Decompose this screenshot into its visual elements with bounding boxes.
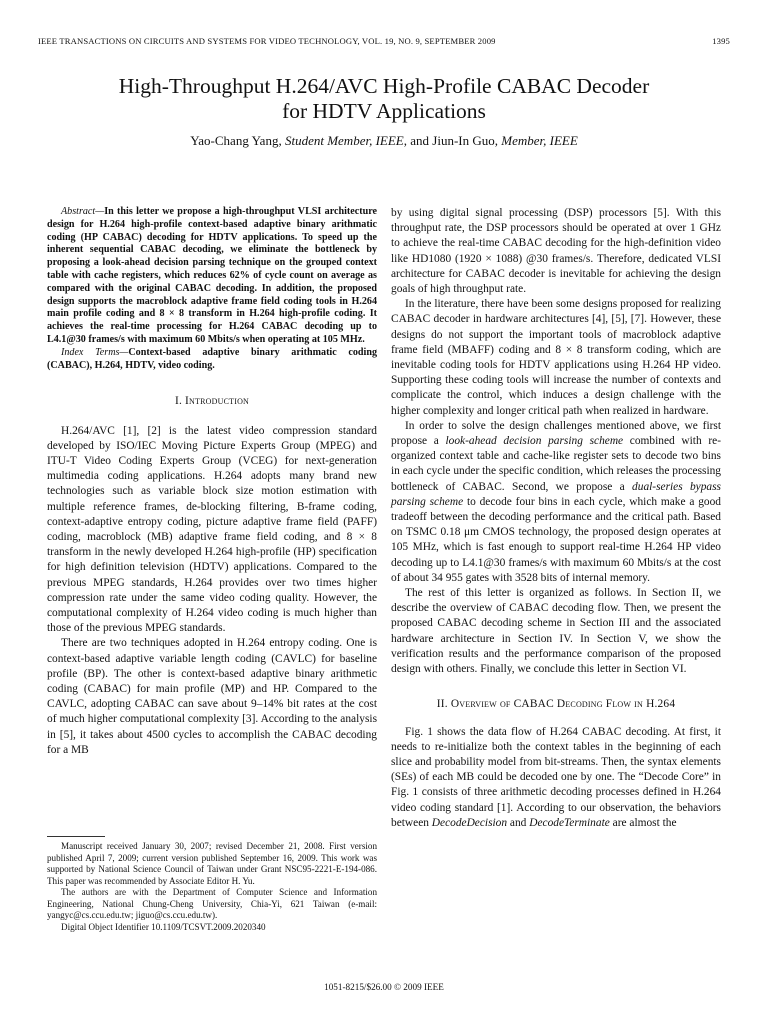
author-1-role: Student Member, IEEE [284, 133, 404, 148]
footnote-divider [47, 836, 105, 837]
right-column [391, 206, 721, 831]
footnote-authors: The authors are with the Department of Computer Science and Information Engineering, National Chung-Cheng University, Chia-Yi, 621 Taiwan (e-mail: yangyc@cs.ccu.edu.tw; jiguo@cs.ccu.edu.tw). [47, 887, 377, 920]
intro-paragraph-1: H.264/AVC [1], [2] is the latest video compression standard developed by ISO/IEC Moving Picture Experts Group (MPEG) and ITU-T Video Coding Experts Group (VCEG) for next-generation multimedia coding applications. H.264 adopts many brand new technologies such as variable block size motion estimation with multiple reference frames, de-blocking filtering, B-frame coding, context-adaptive entropy coding, picture adaptive frame field (PAFF) coding, macroblock (MB) adaptive frame field coding, and 8 × 8 transform in the newly developed H.264 high-profile (HP) specification for high definition television (HDTV) applications. Compared to the previous MPEG standards, H.264 provides over two times higher compression rate under the same video coding quality. However, the computational complexity of H.264 video coding is much higher than those of the previous MPEG standards. [47, 424, 377, 635]
s2-emphasis-2: DecodeTerminate [529, 816, 610, 829]
left-column [47, 206, 377, 758]
intro-paragraph-3: In the literature, there have been some designs proposed for realizing CABAC decoder in hardware architectures [4], [5], [7]. However, these designs do not support the important tools of macroblock adaptive frame field (MBAFF) coding and 8 × 8 transform coding, which are inevitable coding tools for HDTV applications using H.264 HP video. Supporting these coding tools will increase the number of contexts and complicate the control, which induces a design challenge with the higher complexity and longer critical path when realized in hardware. [391, 298, 721, 417]
overview-paragraph-1 [391, 725, 721, 831]
running-header [38, 36, 730, 46]
p4-text-c: to decode four bins in each cycle, which make a good tradeoff between the decoding performance and the critical path. Based on TSMC 0.18 μm CMOS technology, the proposed design operates at 105 MHz, which is fast enough to support real-time H.264 HP video decoding up to L4.1@30 frames/s with maximum 60 Mbits/s at the cost of about 34 955 gates with 3528 bits of internal memory. [391, 495, 721, 584]
p4-text-b: combined with re-organized context table and cache-like register sets to decode two bins in each cycle under the specific condition, which releases the processing bottleneck of CABAC. Second, we propose a [391, 435, 721, 493]
author-line [40, 133, 728, 149]
s2-emphasis-1: DecodeDecision [431, 816, 508, 829]
copyright-footer: 1051-8215/$26.00 © 2009 IEEE [324, 982, 444, 992]
journal-name: IEEE TRANSACTIONS ON CIRCUITS AND SYSTEMS FOR VIDEO TECHNOLOGY, VOL. 19, NO. 9, SEPTEMBER 2009 [38, 36, 496, 46]
index-terms-lead: Index Terms— [61, 346, 129, 358]
footnotes [47, 841, 377, 933]
intro-paragraph-5: The rest of this letter is organized as follows. In Section II, we describe the overview of CABAC decoding flow. Then, we present the proposed CABAC decoding scheme in Section III and the associated hardware architecture in Section IV. In Section V, we show the verification results and the performance comparison of the proposed design with others. Finally, we conclude this letter in Section VI. [391, 587, 721, 676]
author-join: , and Jiun-In Guo, [403, 133, 502, 148]
intro-paragraph-2-continued: by using digital signal processing (DSP) processors [5]. With this throughput rate, the DSP processors should be operated at over 1 GHz to achieve the real-time CABAC decoding for the high-definition video like HD1080 (1920 × 1088) @30 frames/s. Therefore, dedicated VLSI architecture for CABAC decoder is inevitable for achieving the design goals of high throughput rate. [391, 207, 721, 296]
footnote-manuscript: Manuscript received January 30, 2007; revised December 21, 2008. First version published April 7, 2009; current version published September 16, 2009. This work was supported by National Science Council of Taiwan under Grant NSC95-2221-E-194-086. This paper was recommended by Associate Editor H. Yu. [47, 841, 377, 886]
s2-text-a: Fig. 1 shows the data flow of H.264 CABAC decoding. At first, it needs to re-initialize both the context tables in the beginning of each slice and probability model from bit-streams. Then, the syntax elements (SEs) of each MB could be decoded one by one. The “Decode Core” in Fig. 1 consists of three arithmetic decoding processes defined in H.264 video coding standard [1]. According to our observation, the behaviors between [391, 725, 721, 829]
title-line-1: High-Throughput H.264/AVC High-Profile CABAC Decoder [118, 74, 650, 98]
footnote-doi: Digital Object Identifier 10.1109/TCSVT.2009.2020340 [61, 921, 266, 932]
index-terms [47, 347, 377, 373]
intro-paragraph-4 [391, 419, 721, 586]
paper-title [40, 74, 728, 124]
p4-emphasis-1: look-ahead decision parsing scheme [445, 435, 624, 448]
s2-text-b: and [507, 816, 530, 829]
intro-paragraph-2: There are two techniques adopted in H.264 entropy coding. One is context-based adaptive variable length coding (CAVLC) for baseline profile (BP). The other is context-based adaptive binary arithmetic coding (CABAC) for main profile (MP) and HP. Compared to the CAVLC, adopting CABAC can save about 9–14% bit rates at the cost of much higher computational complexity [3]. According to the analysis in [5], it takes about 4500 cycles to accomplish the CABAC decoding for a MB [47, 637, 377, 756]
s2-text-c: are almost the [609, 816, 677, 829]
p4-emphasis-2: dual-series bypass parsing scheme [391, 480, 721, 508]
abstract-text: In this letter we propose a high-throughput VLSI architecture design for H.264 high-profile context-based adaptive binary arithmatic coding (HP CABAC) decoding for HDTV applications. To speed up the inherent sequential CABAC decoding, we eliminate the bottleneck by proposing a look-ahead decision parsing technique on the grouped context table with cache registers, which reduces 62% of cycle count on average as compared with the original CABAC decoding. In addition, the proposed design supports the macroblock adaptive frame field coding tools in H.264 main profile coding and 8 × 8 transform in H.264 high-profile coding. It achieves the real-time processing for H.264 CABAC decoding up to L4.1@30 frames/s with maximum 60 Mbits/s when operating at 105 MHz. [47, 206, 377, 345]
author-1: Yao-Chang Yang, [190, 133, 285, 148]
author-2-role: Member, IEEE [501, 133, 578, 148]
page-number: 1395 [712, 36, 730, 46]
title-line-2: for HDTV Applications [282, 99, 486, 123]
section-heading-overview: II. Overview of CABAC Decoding Flow in H.264 [436, 698, 676, 711]
abstract [47, 206, 377, 347]
abstract-lead: Abstract— [61, 206, 105, 217]
index-terms-text: Context-based adaptive binary arithmatic coding (CABAC), H.264, HDTV, video coding. [47, 346, 377, 371]
p4-text-a: In order to solve the design challenges mentioned above, we first propose a [391, 419, 721, 448]
section-heading-introduction: I. Introduction [174, 395, 250, 408]
